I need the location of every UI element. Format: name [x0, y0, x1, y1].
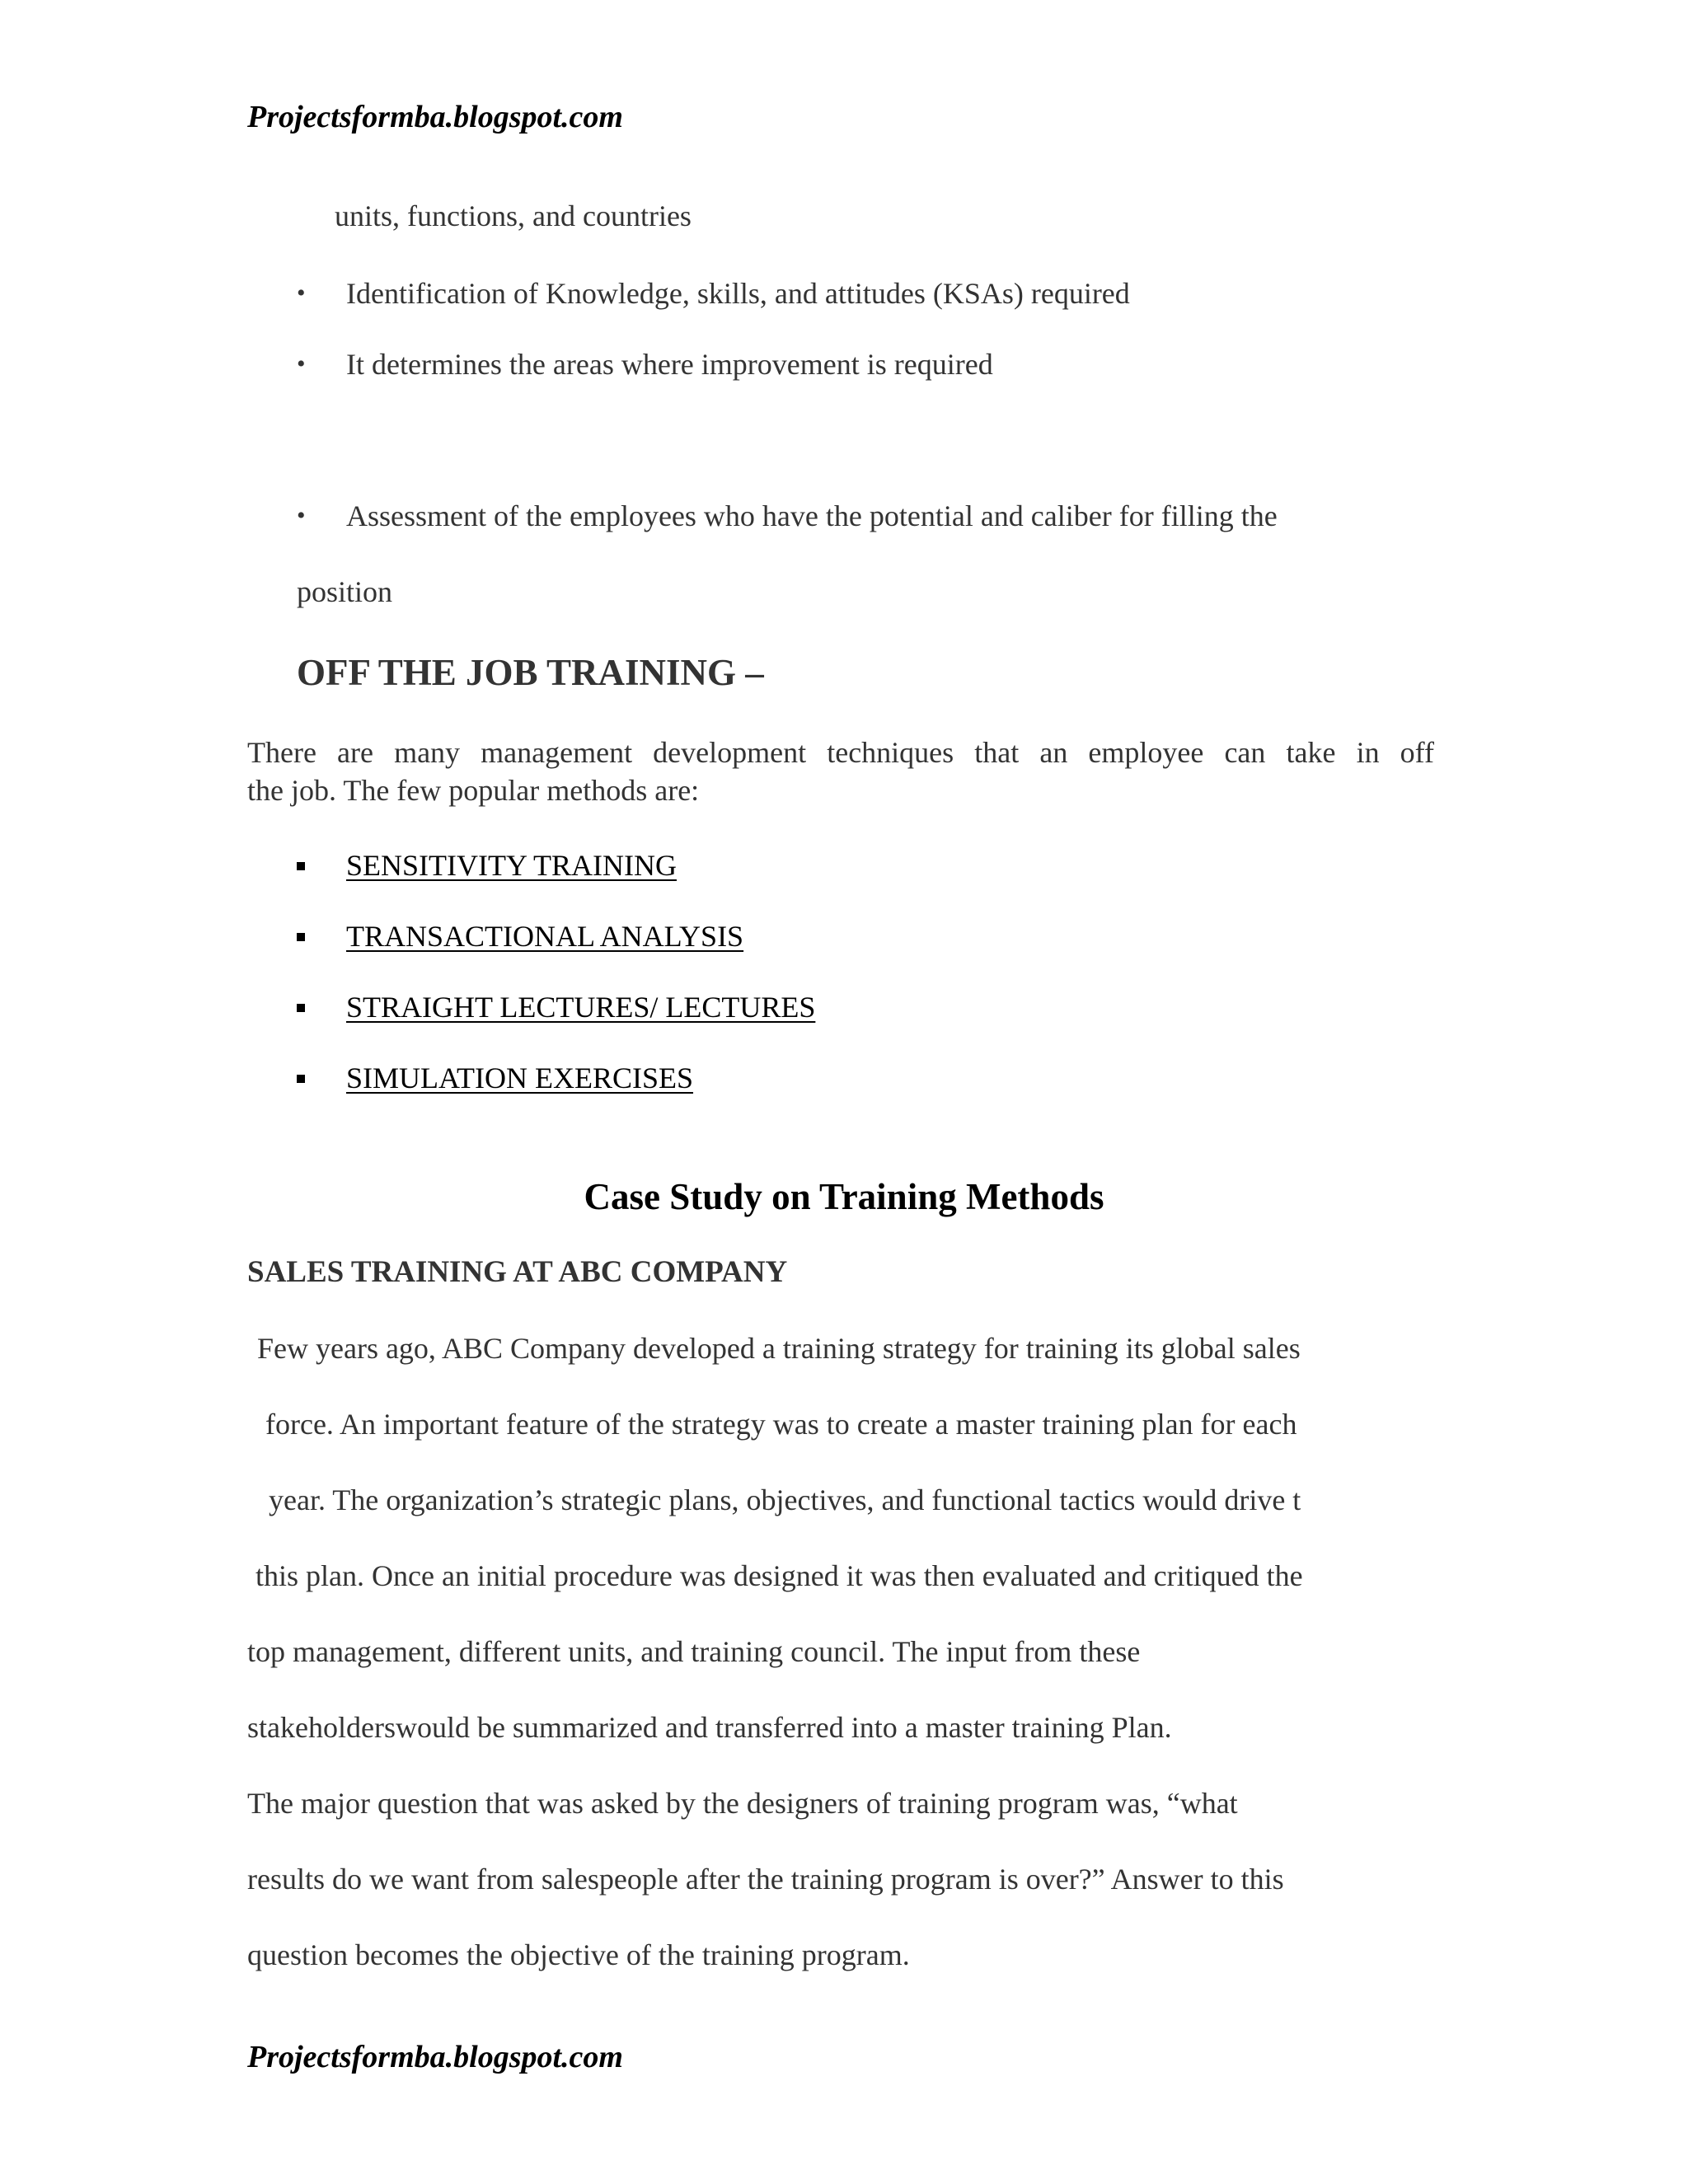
bullet-item-assessment: Assessment of the employees who have the potential and caliber for filling the: [346, 499, 1278, 532]
case-study-title: Case Study on Training Methods: [584, 1176, 1104, 1217]
bullet-item-improvement: It determines the areas where improvement is required: [346, 348, 993, 381]
square-bullet: [297, 862, 305, 870]
square-bullet: [297, 1004, 305, 1012]
continuation-line: units, functions, and countries: [335, 199, 692, 232]
square-bullet: [297, 933, 305, 941]
square-bullet: [297, 1075, 305, 1083]
bullet-dot: •: [297, 279, 306, 307]
bullet-dot: •: [297, 502, 306, 529]
section-heading-off-the-job: OFF THE JOB TRAINING –: [297, 652, 764, 693]
method-link-sensitivity-training[interactable]: SENSITIVITY TRAINING: [346, 849, 677, 882]
method-link-simulation-exercises[interactable]: SIMULATION EXERCISES: [346, 1062, 694, 1094]
off-job-intro-paragraph: [247, 733, 1434, 809]
case-line-9: question becomes the objective of the training program.: [247, 1938, 910, 1971]
case-line-1: Few years ago, ABC Company developed a training strategy for training its global sales: [257, 1332, 1301, 1365]
case-line-4: this plan. Once an initial procedure was designed it was then evaluated and critiqued the: [256, 1559, 1303, 1592]
case-line-8: results do we want from salespeople after the training program is over?” Answer to this: [247, 1863, 1284, 1896]
page-header: Projectsformba.blogspot.com: [247, 100, 623, 134]
case-line-5: top management, different units, and training council. The input from these: [247, 1635, 1141, 1668]
intro-line-2: the job. The few popular methods are:: [247, 774, 700, 807]
bullet-item-ksa: Identification of Knowledge, skills, and attitudes (KSAs) required: [346, 277, 1130, 310]
page-footer: Projectsformba.blogspot.com: [247, 2040, 623, 2074]
method-link-transactional-analysis[interactable]: TRANSACTIONAL ANALYSIS: [346, 920, 744, 953]
case-line-3: year. The organization’s strategic plans, objectives, and functional tactics would drive t: [269, 1483, 1301, 1516]
intro-line-1: There are many management development techniques that an employee can take in off: [247, 736, 1434, 769]
case-study-subtitle: SALES TRAINING AT ABC COMPANY: [247, 1255, 788, 1289]
bullet-dot: •: [297, 350, 306, 377]
bullet-continuation: position: [297, 575, 393, 608]
case-line-7: The major question that was asked by the designers of training program was, “what: [247, 1787, 1238, 1820]
case-line-6: stakeholderswould be summarized and transferred into a master training Plan.: [247, 1711, 1172, 1744]
case-line-2: force. An important feature of the strategy was to create a master training plan for each: [265, 1408, 1297, 1441]
method-link-straight-lectures[interactable]: STRAIGHT LECTURES/ LECTURES: [346, 991, 816, 1024]
